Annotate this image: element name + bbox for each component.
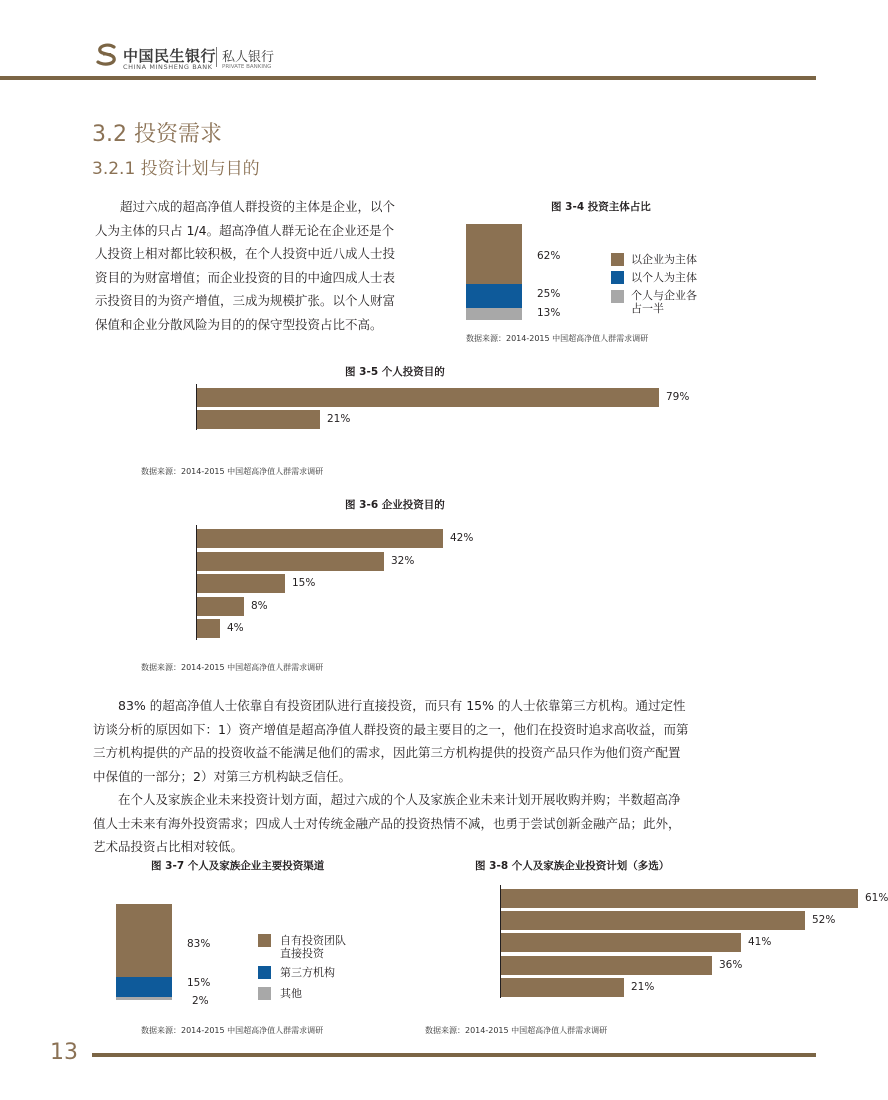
- text-line: 超过六成的超高净值人群投资的主体是企业，以个: [120, 199, 396, 214]
- stacked-segment: [116, 997, 172, 1000]
- figure-title: 图 3-8 个人及家族企业投资计划（多选）: [475, 860, 670, 872]
- figure-title: 图 3-5 个人投资目的: [345, 366, 445, 378]
- data-label: 15%: [187, 977, 211, 989]
- figure-source: 数据来源：2014-2015 中国超高净值人群需求调研: [425, 1026, 608, 1035]
- data-label: 13%: [537, 307, 561, 319]
- data-label: 32%: [391, 554, 415, 567]
- intro-paragraph: [95, 195, 395, 336]
- legend-swatch: [611, 290, 624, 303]
- page-header: [0, 0, 816, 82]
- text-line: 艺术品投资占比相对较低。: [93, 839, 244, 854]
- bar: [197, 388, 659, 407]
- figure-title: 图 3-6 企业投资目的: [345, 499, 445, 511]
- bank-logo-icon: [94, 44, 120, 66]
- text-line: 人为主体的只占 1/4。超高净值人群无论在企业还是个: [95, 222, 395, 238]
- text-line: 访谈分析的原因如下：1）资产增值是超高净值人群投资的最主要目的之一，他们在投资时追求高收益，而第: [93, 721, 689, 737]
- stacked-segment: [466, 224, 522, 284]
- bank-name-en: CHINA MINSHENG BANK: [123, 63, 213, 71]
- text-line: 示投资目的为资产增值，三成为规模扩张。以个人财富: [95, 293, 396, 308]
- data-label: 15%: [292, 577, 316, 589]
- bar: [197, 597, 244, 616]
- data-label: 61%: [865, 892, 888, 904]
- legend-label: 以企业为主体: [631, 253, 697, 266]
- bar: [197, 619, 220, 638]
- bar: [501, 978, 624, 997]
- figure-title: 图 3-7 个人及家族企业主要投资渠道: [151, 860, 325, 872]
- data-label: 21%: [631, 980, 655, 993]
- section-title: 3.2 投资需求: [92, 122, 222, 147]
- legend-swatch: [611, 253, 624, 266]
- data-label: 25%: [537, 288, 561, 300]
- figure-source: 数据来源：2014-2015 中国超高净值人群需求调研: [466, 334, 649, 343]
- body-paragraph: [93, 694, 688, 859]
- legend-label: 自有投资团队直接投资: [280, 934, 346, 960]
- stacked-bar: [116, 904, 172, 1000]
- bar: [501, 933, 741, 952]
- legend-label: 以个人为主体: [631, 271, 697, 284]
- legend-swatch: [258, 987, 271, 1000]
- text-line: 资目的为财富增值；而企业投资的目的中逾四成人士表: [95, 269, 396, 285]
- data-label: 42%: [450, 532, 474, 544]
- data-label: 52%: [812, 914, 836, 927]
- text-line: 83% 的超高净值人士依靠自有投资团队进行直接投资，而只有 15% 的人士依靠第三方机构。通过定性: [118, 698, 686, 713]
- text-line: 三方机构提供的产品的投资收益不能满足他们的需求，因此第三方机构提供的投资产品只作为他们资产配置: [93, 745, 681, 760]
- bar: [501, 889, 858, 908]
- data-label: 21%: [327, 413, 351, 425]
- stacked-segment: [466, 284, 522, 308]
- legend-label: 第三方机构: [280, 966, 335, 979]
- page-number: 13: [50, 1040, 78, 1065]
- text-line: 保值和企业分散风险为目的的保守型投资占比不高。: [95, 316, 383, 332]
- bar: [197, 552, 384, 571]
- legend-swatch: [611, 271, 624, 284]
- legend-swatch: [258, 934, 271, 947]
- data-label: 36%: [719, 958, 743, 971]
- figure-title: 图 3-4 投资主体占比: [551, 201, 651, 213]
- legend-label: 个人与企业各占一半: [631, 289, 697, 315]
- data-label: 83%: [187, 938, 211, 950]
- text-line: 中保值的一部分；2）对第三方机构缺乏信任。: [93, 768, 351, 784]
- legend-label: 其他: [280, 987, 302, 1000]
- data-label: 62%: [537, 250, 561, 262]
- data-label: 2%: [192, 995, 209, 1007]
- data-label: 41%: [748, 936, 772, 949]
- text-line: 值人士未来有海外投资需求；四成人士对传统金融产品的投资热情不减，也勇于尝试创新金融产品；此外，: [93, 815, 681, 831]
- bar: [197, 529, 443, 548]
- division-name-cn: 私人银行: [222, 50, 275, 65]
- legend-swatch: [258, 966, 271, 979]
- footer-rule: [92, 1053, 816, 1057]
- logo-divider: [216, 47, 217, 67]
- data-label: 79%: [666, 391, 690, 403]
- stacked-bar: [466, 224, 522, 320]
- header-rule: [0, 76, 816, 80]
- text-line: 在个人及家族企业未来投资计划方面，超过六成的个人及家族企业未来计划开展收购并购；半数超高净: [118, 792, 681, 807]
- figure-source: 数据来源：2014-2015 中国超高净值人群需求调研: [141, 467, 324, 476]
- bar: [197, 574, 285, 593]
- bar: [197, 410, 320, 429]
- data-label: 4%: [227, 622, 244, 634]
- bar: [501, 956, 712, 975]
- figure-source: 数据来源：2014-2015 中国超高净值人群需求调研: [141, 663, 324, 672]
- figure-source: 数据来源：2014-2015 中国超高净值人群需求调研: [141, 1026, 324, 1035]
- bar: [501, 911, 805, 930]
- division-name-en: PRIVATE BANKING: [222, 64, 272, 70]
- text-line: 人投资上相对都比较积极，在个人投资中近八成人士投: [95, 246, 396, 261]
- section-subtitle: 3.2.1 投资计划与目的: [92, 159, 260, 179]
- stacked-segment: [466, 308, 522, 320]
- data-label: 8%: [251, 599, 268, 612]
- stacked-segment: [116, 904, 172, 977]
- bank-name-cn: 中国民生银行: [123, 47, 217, 65]
- stacked-segment: [116, 977, 172, 997]
